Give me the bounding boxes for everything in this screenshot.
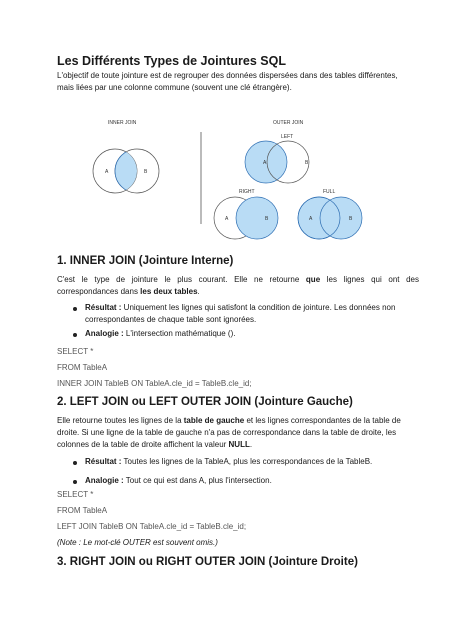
- outer-join-label: OUTER JOIN: [273, 120, 304, 126]
- join-venn-diagram: [57, 112, 417, 244]
- section-2-paragraph-line-1: [57, 415, 401, 428]
- label-a: A: [105, 169, 109, 175]
- text: Toutes les lignes de la TableA, plus les correspondances de la TableB.: [121, 457, 373, 466]
- section-1-heading: 1. INNER JOIN (Jointure Interne): [57, 255, 234, 267]
- text: C'est le type de jointure le plus courant. Elle ne retourne: [57, 275, 306, 284]
- right-join-label: RIGHT: [239, 189, 255, 195]
- bullet-label: Résultat :: [85, 457, 122, 466]
- left-join-venn: [245, 134, 309, 183]
- label-b: B: [144, 169, 148, 175]
- bullet-label: Analogie :: [85, 476, 124, 485]
- intro-line-2: mais liées par une colonne commune (souvent une clé étrangère).: [57, 83, 292, 92]
- inner-join-label: INNER JOIN: [108, 120, 137, 126]
- bullet-label: Analogie :: [85, 329, 124, 338]
- bullet: [73, 480, 77, 484]
- text: .: [249, 440, 253, 449]
- bullet: [73, 461, 77, 465]
- left-join-label: LEFT: [281, 134, 294, 140]
- full-join-venn: [298, 189, 362, 239]
- code-line: SELECT *: [57, 347, 94, 356]
- bold-text: table de gauche: [183, 416, 245, 425]
- inner-join-venn: [93, 149, 159, 193]
- section-1-bullet-1-line-1: [85, 302, 395, 315]
- circle-b: [236, 197, 278, 239]
- section-1-bullet-2: [85, 328, 235, 341]
- section-1-bullet-1-line-2: correspondantes de chaque table sont ignorées.: [85, 315, 257, 324]
- label-a: A: [263, 160, 267, 166]
- section-1-paragraph-line-1: [57, 274, 419, 287]
- label-b: B: [305, 160, 309, 166]
- text: Uniquement les lignes qui satisfont la condition de jointure. Les données non: [121, 303, 396, 312]
- right-join-venn: [214, 189, 278, 239]
- text: colonnes de la table de droite affichent la valeur: [57, 440, 229, 449]
- text: Elle retourne toutes les lignes de la: [57, 416, 184, 425]
- bullet: [73, 307, 77, 311]
- text: L'intersection mathématique ().: [123, 329, 236, 338]
- label-b: B: [349, 216, 353, 222]
- bullet-label: Résultat :: [85, 303, 122, 312]
- text: et les lignes correspondantes de la table de: [244, 416, 401, 425]
- bullet: [73, 333, 77, 337]
- section-2-heading: 2. LEFT JOIN ou LEFT OUTER JOIN (Jointure Gauche): [57, 396, 353, 408]
- intro-line-1: L'objectif de toute jointure est de regrouper des données dispersées dans des tables différentes,: [57, 71, 398, 80]
- code-line: LEFT JOIN TableB ON TableA.cle_id = TableB.cle_id;: [57, 522, 247, 531]
- bold-text: NULL: [228, 440, 250, 449]
- circle-b: [320, 197, 362, 239]
- section-3-heading: 3. RIGHT JOIN ou RIGHT OUTER JOIN (Jointure Droite): [57, 556, 358, 568]
- code-line: FROM TableA: [57, 363, 108, 372]
- bold-text: les deux tables: [140, 287, 198, 296]
- note-text: (Note : Le mot-clé OUTER est souvent omis.): [57, 538, 218, 547]
- section-2-bullet-1: [85, 456, 372, 469]
- text: .: [197, 287, 200, 296]
- section-1-paragraph-line-2: [57, 286, 200, 299]
- code-line: FROM TableA: [57, 506, 108, 515]
- label-a: A: [225, 216, 229, 222]
- bold-text: que: [305, 275, 321, 284]
- label-b: B: [265, 216, 269, 222]
- label-a: A: [309, 216, 313, 222]
- section-2-paragraph-line-2: droite. Si une ligne de la table de gauche n'a pas de correspondance dans la table de droite, les: [57, 428, 397, 437]
- code-line: SELECT *: [57, 490, 94, 499]
- code-line: INNER JOIN TableB ON TableA.cle_id = TableB.cle_id;: [57, 379, 252, 388]
- section-2-bullet-2: [85, 475, 272, 488]
- text: correspondances dans: [57, 287, 141, 296]
- full-join-label: FULL: [323, 189, 336, 195]
- text: les lignes qui ont des: [320, 275, 419, 284]
- text: Tout ce qui est dans A, plus l'intersection.: [123, 476, 272, 485]
- section-2-paragraph-line-3: [57, 439, 252, 452]
- page-title: Les Différents Types de Jointures SQL: [57, 54, 286, 68]
